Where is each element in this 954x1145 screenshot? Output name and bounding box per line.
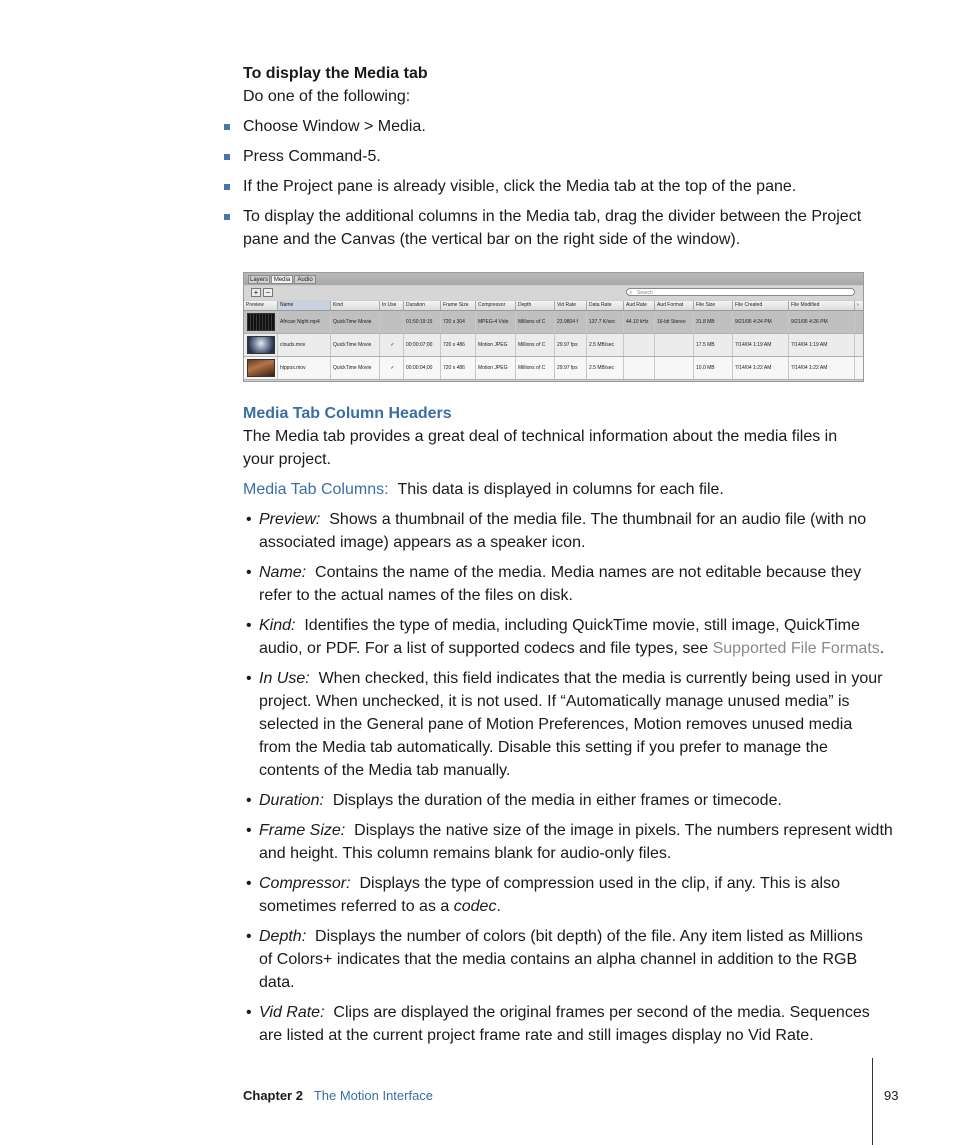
table-cell: 10.0 MB xyxy=(694,357,733,379)
column-header[interactable]: Vid Rate xyxy=(555,301,587,310)
search-placeholder: Search xyxy=(637,290,653,296)
definition-term: Vid Rate: xyxy=(259,1004,325,1021)
definition-term: Kind: xyxy=(259,617,296,634)
preview-cell xyxy=(244,357,278,379)
definition-text: contents of the Media tab manually. xyxy=(259,762,511,779)
page-number: 93 xyxy=(884,1088,899,1103)
section-paragraph: The Media tab provides a great deal of technical information about the media files in xyxy=(243,428,838,445)
definition-text: Displays the number of colors (bit depth) of the file. Any item listed as Millions xyxy=(315,928,863,945)
bullet-item-continued: pane and the Canvas (the vertical bar on the right side of the window). xyxy=(243,231,741,248)
thumbnail-image xyxy=(247,336,275,354)
in-use-checkbox[interactable]: ✓ xyxy=(380,334,404,356)
section-heading: Media Tab Column Headers xyxy=(243,405,452,422)
column-header-row xyxy=(244,301,863,311)
definition-text: refer to the actual names of the files on disk. xyxy=(259,587,573,604)
table-cell: 01:50:19:15 xyxy=(404,311,441,333)
table-cell: 00:00:04;00 xyxy=(404,357,441,379)
definition-text: Identifies the type of media, including QuickTime movie, still image, QuickTime xyxy=(304,617,860,634)
column-header[interactable]: Preview xyxy=(244,301,278,310)
table-cell: 9/21/06 4:26 PM xyxy=(789,311,855,333)
tab-bar xyxy=(244,273,863,285)
table-cell: 9/21/06 4:24 PM xyxy=(733,311,789,333)
procedure-heading: To display the Media tab xyxy=(243,65,428,82)
bullet-dot-icon: • xyxy=(246,670,252,687)
definition-term: Depth: xyxy=(259,928,307,945)
page-footer xyxy=(243,1087,433,1104)
definition-text: . xyxy=(496,898,501,915)
table-cell: QuickTime Movie xyxy=(331,357,380,379)
table-cell: 23.9804 f xyxy=(555,311,587,333)
column-header[interactable]: Data Rate xyxy=(587,301,624,310)
table-cell: 00:00:07;00 xyxy=(404,334,441,356)
bullet-dot-icon: • xyxy=(246,617,252,634)
tab-layers[interactable]: Layers xyxy=(249,277,268,283)
table-cell: hippos.mov xyxy=(278,357,331,379)
table-row[interactable] xyxy=(244,311,863,334)
table-cell: 44.10 kHz xyxy=(624,311,655,333)
table-cell: Motion JPEG xyxy=(476,334,516,356)
table-row[interactable] xyxy=(244,334,863,357)
definition-item xyxy=(259,789,782,812)
procedure-lead: Do one of the following: xyxy=(243,88,411,105)
column-header[interactable]: Aud Rate xyxy=(624,301,655,310)
columns-text: This data is displayed in columns for each file. xyxy=(397,481,724,498)
definition-item xyxy=(259,925,863,948)
definition-item xyxy=(259,667,882,690)
definition-text: from the Media tab automatically. Disable this setting if you prefer to manage the xyxy=(259,739,828,756)
table-cell: 7/14/04 1:19 AM xyxy=(789,334,855,356)
bullet-dot-icon: • xyxy=(246,511,252,528)
bullet-square-icon xyxy=(224,214,230,220)
table-cell: MPEG-4 Vide xyxy=(476,311,516,333)
bullet-square-icon xyxy=(224,184,230,190)
table-cell xyxy=(624,357,655,379)
table-cell xyxy=(624,334,655,356)
definition-text: Shows a thumbnail of the media file. The thumbnail for an audio file (with no xyxy=(329,511,867,528)
definition-item xyxy=(259,561,861,584)
table-cell: Millions of C xyxy=(516,334,555,356)
bullet-dot-icon: • xyxy=(246,822,252,839)
definition-text: are listed at the current project frame rate and still images display no Vid Rate. xyxy=(259,1027,814,1044)
bullet-item: If the Project pane is already visible, click the Media tab at the top of the pane. xyxy=(243,178,797,195)
table-cell: Motion JPEG xyxy=(476,357,516,379)
definition-term: In Use: xyxy=(259,670,310,687)
definition-text: project. When unchecked, it is not used. If “Automatically manage unused media” is xyxy=(259,693,850,710)
bullet-item: Press Command-5. xyxy=(243,148,381,165)
bullet-dot-icon: • xyxy=(246,928,252,945)
definition-item xyxy=(259,819,893,842)
column-header[interactable]: Frame Size xyxy=(441,301,476,310)
table-cell: 29.97 fps xyxy=(555,334,587,356)
definition-emphasis: codec xyxy=(453,898,497,915)
bullet-dot-icon: • xyxy=(246,564,252,581)
definition-item xyxy=(259,872,840,895)
table-cell: 720 x 486 xyxy=(441,334,476,356)
scroll-right-arrow-icon[interactable]: › xyxy=(857,302,859,308)
supported-file-formats-link[interactable]: Supported File Formats xyxy=(712,640,880,657)
definition-text: Displays the duration of the media in either frames or timecode. xyxy=(332,792,782,809)
table-row[interactable] xyxy=(244,357,863,380)
bullet-item: Choose Window > Media. xyxy=(243,118,426,135)
table-cell: clouds.mov xyxy=(278,334,331,356)
table-cell: Millions of C xyxy=(516,311,555,333)
definition-item xyxy=(259,1001,870,1024)
column-header[interactable]: In Use xyxy=(380,301,404,310)
definition-term: Preview: xyxy=(259,511,321,528)
definition-text: selected in the General pane of Motion Preferences, Motion removes unused media xyxy=(259,716,853,733)
column-header[interactable]: Name xyxy=(278,301,331,310)
in-use-checkbox[interactable]: ✓ xyxy=(380,357,404,379)
columns-intro xyxy=(243,478,724,501)
definition-text: data. xyxy=(259,974,295,991)
preview-cell xyxy=(244,311,278,333)
table-cell: 16-bit Stereo xyxy=(655,311,694,333)
table-cell xyxy=(655,334,694,356)
table-cell: Millions of C xyxy=(516,357,555,379)
column-header[interactable]: File Size xyxy=(694,301,733,310)
definition-term: Frame Size: xyxy=(259,822,346,839)
column-header[interactable]: Depth xyxy=(516,301,555,310)
chapter-number: Chapter 2 xyxy=(243,1088,303,1103)
table-cell: 7/14/04 1:19 AM xyxy=(733,334,789,356)
bullet-dot-icon: • xyxy=(246,1004,252,1021)
definition-item-line xyxy=(259,895,501,918)
table-cell: QuickTime Movie xyxy=(331,334,380,356)
definition-text: Clips are displayed the original frames per second of the media. Sequences xyxy=(333,1004,870,1021)
definition-term: Name: xyxy=(259,564,307,581)
definition-text: associated image) appears as a speaker icon. xyxy=(259,534,586,551)
remove-media-button[interactable]: − xyxy=(263,288,273,297)
chapter-title-link[interactable]: The Motion Interface xyxy=(313,1088,434,1103)
column-header[interactable]: Aud Format xyxy=(655,301,694,310)
footer-divider xyxy=(872,1058,873,1145)
table-cell: 17.5 MB xyxy=(694,334,733,356)
thumbnail-image xyxy=(247,359,275,377)
table-cell: 720 x 486 xyxy=(441,357,476,379)
definition-text: sometimes referred to as a xyxy=(259,898,454,915)
tab-media[interactable]: Media xyxy=(271,275,293,284)
table-cell xyxy=(655,357,694,379)
in-use-checkbox[interactable] xyxy=(380,311,404,333)
table-cell: QuickTime Movie xyxy=(331,311,380,333)
definition-text: and height. This column remains blank for audio-only files. xyxy=(259,845,672,862)
table-cell: 31.8 MB xyxy=(694,311,733,333)
definition-text: Contains the name of the media. Media names are not editable because they xyxy=(315,564,862,581)
table-cell: 7/14/04 1:22 AM xyxy=(733,357,789,379)
bullet-square-icon xyxy=(224,154,230,160)
section-paragraph: your project. xyxy=(243,451,332,468)
definition-text: . xyxy=(879,640,885,657)
definition-term: Duration: xyxy=(259,792,324,809)
add-media-button[interactable]: + xyxy=(251,288,261,297)
thumbnail-image xyxy=(247,313,275,331)
search-icon: ⌕ xyxy=(629,290,633,296)
bullet-square-icon xyxy=(224,124,230,130)
column-header[interactable]: Duration xyxy=(404,301,441,310)
table-cell: 2.5 MB/sec xyxy=(587,357,624,379)
columns-label: Media Tab Columns: xyxy=(243,481,389,498)
tab-audio[interactable]: Audio xyxy=(294,275,316,284)
column-header[interactable]: Kind xyxy=(331,301,380,310)
column-header[interactable]: Compressor xyxy=(476,301,516,310)
table-cell: 137.7 K/sec xyxy=(587,311,624,333)
definition-term: Compressor: xyxy=(259,875,351,892)
column-header[interactable]: File Created xyxy=(733,301,789,310)
definition-item-line xyxy=(259,637,884,660)
table-cell: 2.5 MB/sec xyxy=(587,334,624,356)
definition-text: Displays the type of compression used in the clip, if any. This is also xyxy=(359,875,840,892)
table-cell: 29.97 fps xyxy=(555,357,587,379)
definition-text: Displays the native size of the image in pixels. The numbers represent width xyxy=(354,822,893,839)
media-tab-screenshot xyxy=(243,272,864,382)
definition-text: audio, or PDF. For a list of supported codecs and file types, see xyxy=(259,640,713,657)
table-cell: 7/14/04 1:22 AM xyxy=(789,357,855,379)
definition-text: When checked, this field indicates that the media is currently being used in your xyxy=(318,670,883,687)
definition-text: of Colors+ indicates that the media contains an alpha channel in addition to the RGB xyxy=(259,951,858,968)
preview-cell xyxy=(244,334,278,356)
search-input[interactable] xyxy=(626,288,855,296)
table-cell: African Night.mp4 xyxy=(278,311,331,333)
media-toolbar xyxy=(244,286,863,300)
definition-item xyxy=(259,614,860,637)
bullet-dot-icon: • xyxy=(246,875,252,892)
definition-item xyxy=(259,508,866,531)
bullet-dot-icon: • xyxy=(246,792,252,809)
table-cell: 720 x 304 xyxy=(441,311,476,333)
column-header[interactable]: File Modified xyxy=(789,301,855,310)
bullet-item: To display the additional columns in the Media tab, drag the divider between the Project xyxy=(243,208,862,225)
